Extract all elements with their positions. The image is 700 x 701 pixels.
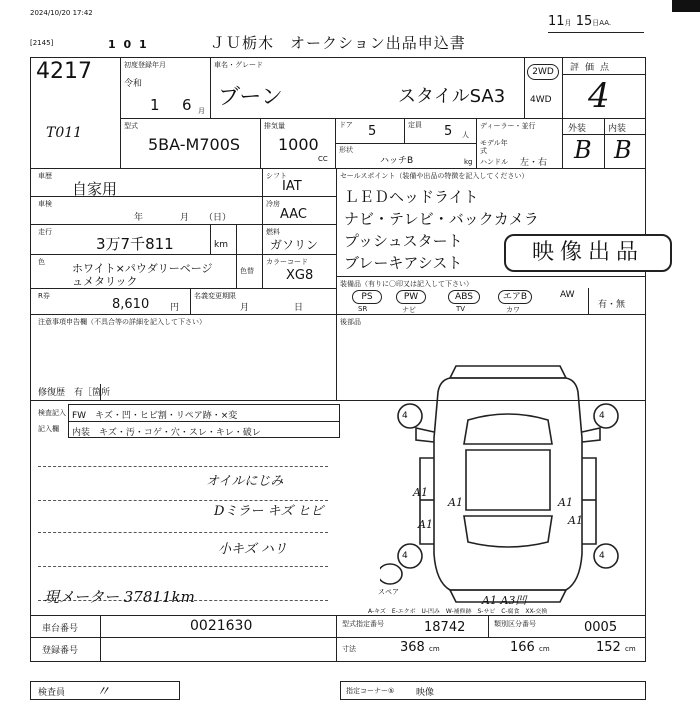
selling-point: ナビ・テレビ・バックカメラ [344,210,539,228]
height [596,640,636,655]
spare-label: スペア [378,588,399,596]
inspector-value: 〃 [96,684,110,700]
length-unit: cm [428,645,440,653]
doors-label: ドア [339,121,353,129]
form-code: [2145] [30,39,54,47]
equipment-aw: AW [560,290,575,300]
drive-2wd: 2WD [527,64,559,80]
date-day: 15 [575,14,593,29]
dealer-label: ディーラー・並行 [480,122,536,130]
length-value: 368 [400,640,425,655]
dimensions-label: 寸法 [342,645,356,653]
auction-date [548,14,611,29]
exterior-label: 外装 [568,124,587,134]
car-damage-diagram [380,358,636,610]
date-month: 11 [548,14,565,29]
width-value: 166 [510,640,535,655]
inspection-month: 月 [180,213,190,223]
model-year-label: モデル年式 [480,139,508,155]
repair-history-value: 有［箇所 [74,388,111,398]
model-designation-number: 18742 [424,620,466,635]
tire-mark-rear-left: 4 [402,551,408,561]
registration-year: 1 [150,96,160,114]
inspection-label: 車検 [38,200,52,208]
fuel-label: 燃料 [266,228,280,236]
ac-label: 冷房 [266,200,280,208]
shift-type: IAT [282,179,302,194]
exterior-check-text: FW キズ・凹・ヒビ割・リペア跡・×変 [72,411,238,421]
interior-check-text: 内装 キズ・汚・コゲ・穴・スレ・キレ・破レ [72,428,261,438]
name-change-label: 名義変更期限 [194,292,236,300]
equipment-sr: SR [358,305,368,313]
tax-unit: 円 [170,303,180,313]
timestamp: 2024/10/20 17:42 [30,9,93,17]
inspection-year: 年 [134,213,144,223]
body-color: ホワイト×パウダリーベージュメタリック [72,262,213,288]
video-listing-stamp: 映像出品 [504,234,672,272]
notes-label [38,317,206,327]
equipment-tv: TV [456,305,466,313]
tire-mark-front-right: 4 [599,411,605,421]
damage-legend: A-キズ E-エクボ U-凹み W-補修跡 S-サビ C-腐食 XX-交換 [368,607,548,615]
notes-label-text: 注意事項申告欄 [38,318,87,326]
shift-label: シフト [266,172,287,180]
car-windshield [464,414,552,444]
name-change-month: 月 [240,303,250,313]
ref-number: 1 0 1 [108,38,149,51]
damage-mark: A1 [418,518,433,531]
capacity-label: 定員 [408,121,422,129]
model-designation-label: 型式指定番号 [342,620,384,628]
spare-tire [380,564,402,584]
date-suffix: AA. [599,19,612,27]
frame-number: 0021630 [190,618,253,634]
registration-month-unit: 月 [198,107,205,115]
car-rear-window [464,516,552,547]
car-left-doors [420,458,434,544]
equipment-airbag: エアB [498,290,532,304]
color-code-label: カラーコード [266,258,308,266]
car-right-mirror [582,428,600,442]
handwritten-note: Dミラー キズ ヒビ [214,504,324,519]
designated-corner-value: 映像 [416,688,435,698]
width [510,640,550,655]
tire-rear-right [594,544,618,568]
class-code-label: 類別区分番号 [494,620,536,628]
capacity: 5 [444,124,453,139]
eval-score: 4 [588,76,610,116]
fuel-type: ガソリン [270,238,319,252]
note-line [38,466,328,467]
inspection-day-text: 日 [213,213,223,223]
equipment-leather: カワ [506,306,520,314]
lot-number: 4217 [36,59,92,84]
vehicle-name: ブーン [218,85,283,110]
color-code: XG8 [286,268,314,283]
selling-points-label: セールスポイント（装備や出品の特徴を記入してください） [340,172,529,180]
car-right-doors [582,458,596,544]
damage-mark: A1 [413,486,428,499]
load-unit: kg [464,158,473,166]
color-label: 色 [38,258,45,266]
damage-mark: A1 [568,514,583,527]
drive-4wd: 4WD [530,95,552,105]
body-label: 形状 [339,146,353,154]
car-body-outline [434,378,582,590]
tire-mark-front-left: 4 [402,411,408,421]
selling-point: プッシュスタート [344,232,463,250]
displacement-unit: CC [318,155,328,163]
use-label: 車歴 [38,172,52,180]
mileage: 3万7千811 [96,235,174,253]
width-unit: cm [538,645,550,653]
exterior-grade: B [574,136,592,164]
designated-corner-label: 指定コーナー⑤ [346,687,395,695]
handle-left: 左 [520,158,530,168]
body-type: ハッチB [380,156,414,166]
equipment-abs: ABS [448,290,480,304]
capacity-unit: 人 [462,131,469,139]
rear-parts-label: 後部品 [340,318,361,326]
handwritten-note: 小キズ ハリ [218,542,287,557]
date-month-unit: 月 [564,19,572,27]
displacement: 1000 [278,135,319,154]
handle-right: 右 [538,158,548,168]
repair-history-label: 修復歴 [38,388,66,398]
handle-options: 左・右 [520,158,548,168]
tire-front-right [594,404,618,428]
class-code-number: 0005 [584,620,618,635]
tax-label: R券 [38,292,50,300]
mileage-unit: km [214,240,228,250]
note-line [38,566,328,567]
damage-mark: A1 A3凹 [482,594,527,607]
height-unit: cm [624,645,636,653]
date-day-unit: 日 [592,19,600,27]
equipment-ps: PS [352,290,382,304]
length [400,640,440,655]
use-type: 自家用 [72,180,118,198]
equipment-navi: ナビ [402,306,416,314]
model-label: 型式 [124,122,138,130]
interior-grade: B [614,136,632,164]
inspector-label: 検査員 [38,688,66,698]
inspection-day: （日） [204,213,232,223]
registration-label: 初度登録年月 [124,61,166,69]
tire-mark-rear-right: 4 [599,551,605,561]
note-line [38,532,328,533]
registration-month: 6 [182,96,192,114]
corner-mark [672,0,700,12]
selling-point: ブレーキアシスト [344,254,463,272]
form-title: ＪＵ栃木 オークション出品申込書 [210,34,466,52]
selling-point: ＬＥＤヘッドライト [344,188,479,206]
frame-number-label: 車台番号 [42,624,79,634]
equipment-pw: PW [396,290,426,304]
mileage-label: 走行 [38,228,52,236]
damage-mark: A1 [558,496,573,509]
car-front-bumper [450,366,566,378]
height-value: 152 [596,640,621,655]
model-code: 5BA-M700S [148,135,241,154]
check-label-interior: 記入欄 [38,425,59,433]
color-change-label: 色替 [240,267,254,275]
handwritten-note: オイルにじみ [206,474,284,489]
registration-era: 令和 [124,79,143,89]
equipment-label: 装備品（有りに〇印又は記入して下さい） [340,280,473,288]
handle-label: ハンドル [480,158,508,166]
lot-handwritten-note: T011 [46,125,83,141]
meter-note: 現メーター 37811km [44,588,195,606]
damage-mark: A1 [448,496,463,509]
car-roof [466,450,550,510]
tax-amount: 8,610 [112,297,150,312]
interior-label: 内装 [608,124,627,134]
notes-sublabel: （不具合等の詳細を記入して下さい） [87,318,206,326]
name-change-day: 日 [294,303,304,313]
displacement-label: 排気量 [264,122,285,130]
registration-number-label: 登録番号 [42,646,79,656]
equipment-has: 有・無 [598,300,626,310]
check-label-exterior: 検査記入 [38,409,66,417]
doors: 5 [368,124,377,139]
vehicle-grade: スタイルSA3 [398,86,506,107]
vehicle-name-label: 車名・グレード [214,61,263,69]
car-left-mirror [416,428,434,442]
ac-type: AAC [280,207,307,222]
eval-label: 評価点 [570,63,616,73]
